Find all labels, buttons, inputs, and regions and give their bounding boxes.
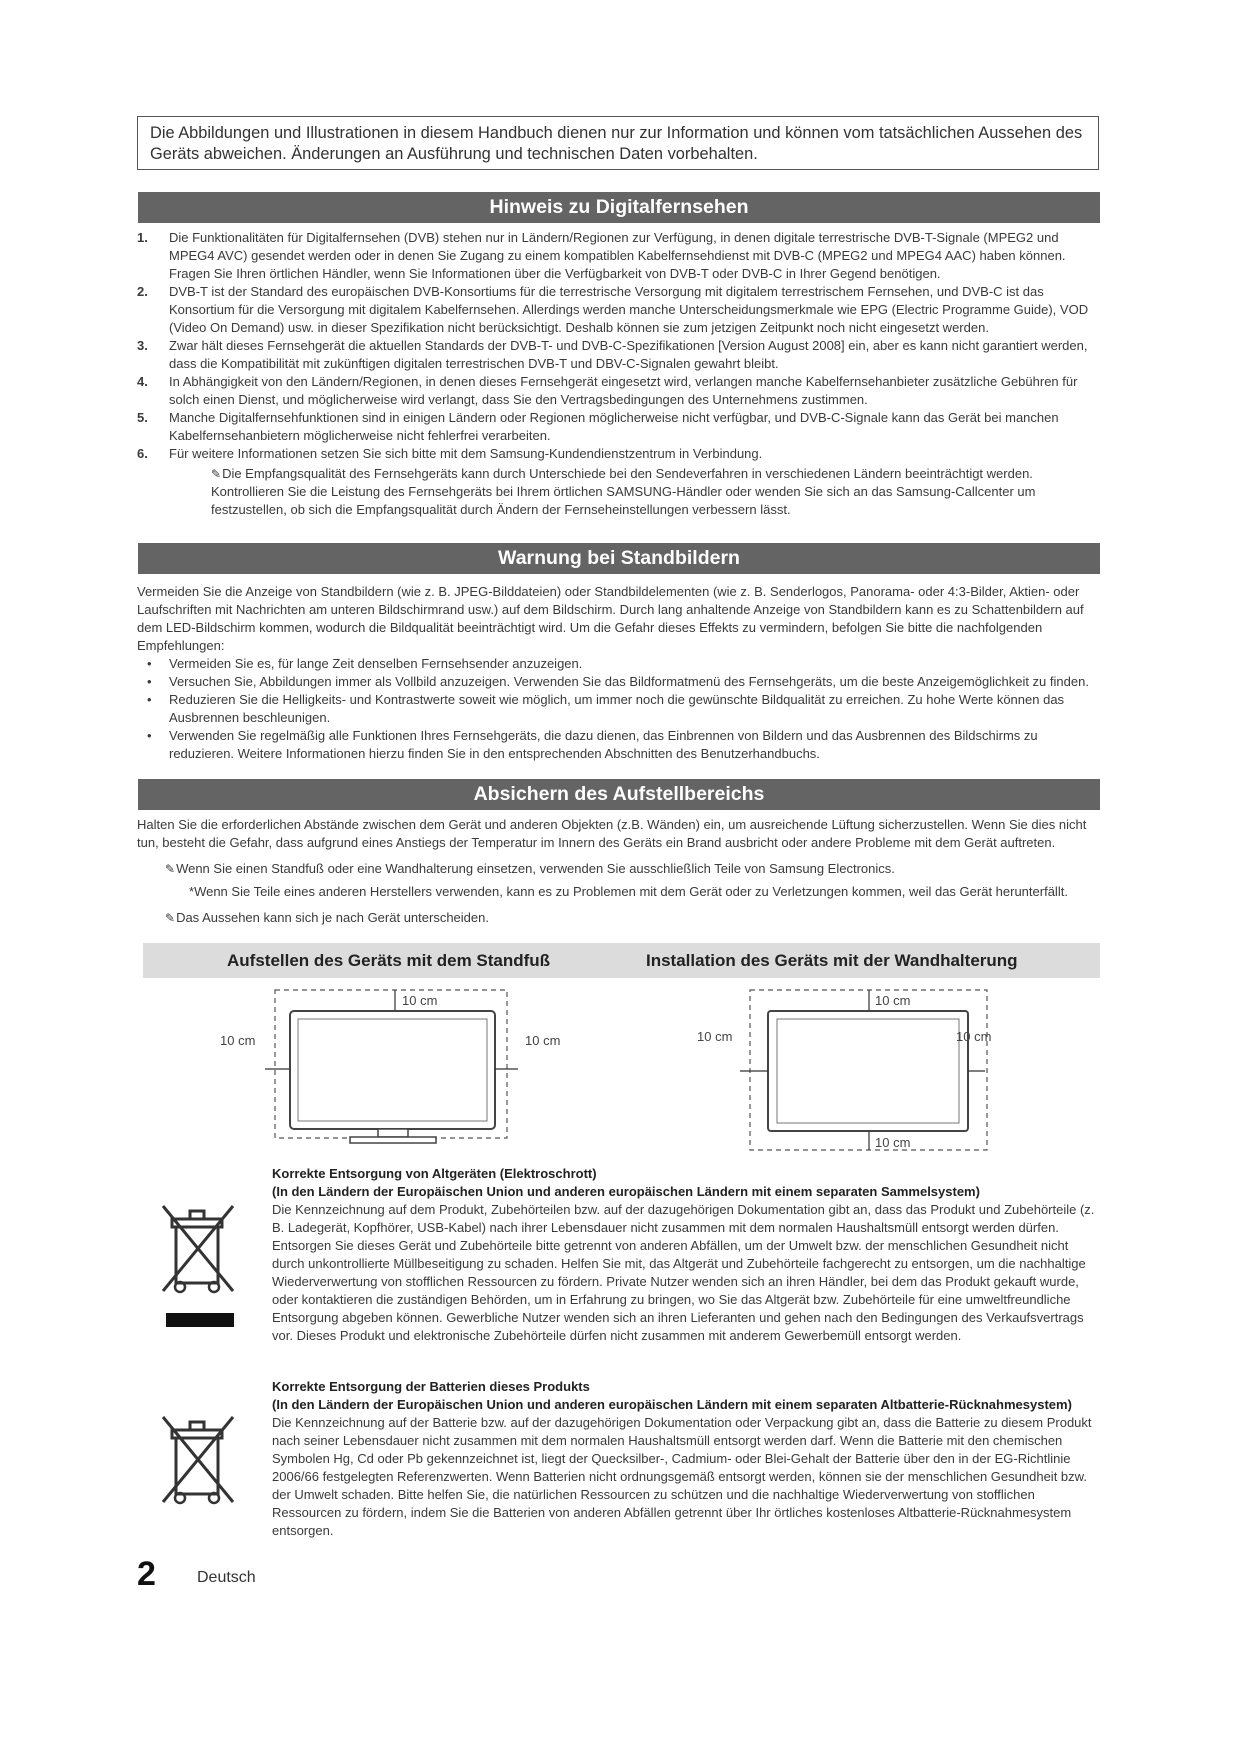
- digital-list-container: [137, 229, 1099, 519]
- digital-list: [137, 229, 1099, 463]
- list-item: 3. Zwar hält dieses Fernsehgerät die aktuellen Standards der DVB-T- und DVB-C-Spezifikationen [Version August 2008] ein, aber es kann nicht garantiert werden, dass die Kompatibilität mit zukünftigen digitalen terrestrischen DVB-T und DBV-C-Signalen gewahrt bleibt.: [137, 338, 1088, 371]
- tv-screen: [298, 1019, 487, 1121]
- install-note-1-sub: *Wenn Sie Teile eines anderen Herstellers verwenden, kann es zu Problemen mit dem Gerät oder zu Verletzungen kommen, weil das Gerät herunterfällt.: [189, 884, 1068, 899]
- disposal-batteries-text: Die Kennzeichnung auf der Batterie bzw. auf der dazugehörigen Dokumentation oder Verpackung gibt an, dass die Batterie zu diesem Produkt nach seiner Lebensdauer nicht zusammen mit dem normalen Haushaltsmüll entsorgt werden darf. Wenn die Batterie mit den chemischen Symbolen Hg, Cd oder Pb gekennzeichnet ist, liegt der Quecksilber-, Cadmium- oder Blei-Gehalt der Batterie über den in der EG-Richtlinie 2006/66 festgelegten Referenzwerten. Wenn Batterien nicht ordnungsgemäß entsorgt werden, können sie der menschlichen Gesundheit bzw. der Umwelt schaden. Bitte helfen Sie, die natürlichen Ressourcen zu schützen und die nachhaltige Wiederverwertung von stofflichen Ressourcen zu fördern, indem Sie die Batterien von anderen Abfällen getrennt über Ihr örtliches kostenloses Altbatterie-Rücknahmesystem entsorgen.: [272, 1415, 1092, 1538]
- crossed-bin-icon: [158, 1201, 240, 1331]
- crossed-bin-battery-icon: [158, 1412, 240, 1512]
- list-item: • Versuchen Sie, Abbildungen immer als Vollbild anzuzeigen. Verwenden Sie das Bildformatmenü des Fernsehgeräts, um die beste Anzeigemöglichkeit zu finden.: [137, 673, 1099, 691]
- wall-left-label: 10 cm: [697, 1029, 733, 1044]
- disposal-batteries-title: Korrekte Entsorgung der Batterien dieses Produkts: [272, 1379, 590, 1394]
- disposal-batteries: [272, 1378, 1102, 1540]
- still-container: [137, 583, 1099, 763]
- wall-title: Installation des Geräts mit der Wandhalterung: [646, 951, 1018, 970]
- disposal-devices-text: Die Kennzeichnung auf dem Produkt, Zubehörteilen bzw. auf der dazugehörigen Dokumentation gibt an, dass das Produkt und Zubehörteile (z. B. Ladegerät, Kopfhörer, USB-Kabel) nach ihrer Lebensdauer nicht zusammen mit dem normalen Haushaltsmüll entsorgt werden dürfen. Entsorgen Sie dieses Gerät und Zubehörteile bitte getrennt von anderen Abfällen, um der Umwelt bzw. der menschlichen Gesundheit nicht durch unkontrollierte Müllbeseitigung zu schaden. Helfen Sie mit, das Altgerät und Zubehörteile fachgerecht zu entsorgen, um die nachhaltige Wiederverwertung von stofflichen Ressourcen zu fördern. Private Nutzer wenden sich an ihren Händler, bei dem das Produkt gekauft wurde, oder kontaktieren die zuständigen Behörden, um in Erfahrung zu bringen, wo Sie das Altgerät bzw. Zubehörteile für eine umweltfreundliche Entsorgung abgeben können. Gewerbliche Nutzer wenden sich an ihren Lieferanten und gehen nach den Bedingungen des Verkaufsvertrags vor. Dieses Produkt und elektronische Zubehörteile dürfen nicht zusammen mit anderem Gewerbemüll entsorgt werden.: [272, 1202, 1095, 1343]
- stand-neck: [378, 1129, 408, 1137]
- wall-right-label: 10 cm: [956, 1029, 992, 1044]
- stand-diagram: [210, 985, 561, 1155]
- still-bullets: [137, 655, 1099, 763]
- install-container: [137, 816, 1099, 927]
- still-intro: Vermeiden Sie die Anzeige von Standbildern (wie z. B. JPEG-Bilddateien) oder Standbildelementen (wie z. B. Senderlogos, Panorama- oder 4:3-Bilder, Aktien- oder Laufschriften mit Nachrichten am unteren Bildschirmrand usw.) auf dem Bildschirm. Durch lang anhaltende Anzeige von Standbildern kann es zu Schattenbildern auf dem LED-Bildschirm kommen, wodurch die Bildqualität beeinträchtigt wird. Um die Gefahr dieses Effekts zu vermindern, befolgen Sie bitte die nachfolgenden Empfehlungen:: [137, 584, 1084, 653]
- install-note-1: ✎Wenn Sie einen Standfuß oder eine Wandhalterung einsetzen, verwenden Sie ausschließlich Teile von Samsung Electronics.: [165, 861, 895, 876]
- disposal-batteries-subtitle: (In den Ländern der Europäischen Union und anderen europäischen Ländern mit einem separaten Altbatterie-Rücknahmesystem): [272, 1397, 1072, 1412]
- note-pencil-icon: ✎: [211, 467, 222, 481]
- disposal-devices: [272, 1165, 1102, 1345]
- stand-title: Aufstellen des Geräts mit dem Standfuß: [227, 951, 551, 970]
- note-pencil-icon: ✎: [165, 862, 176, 876]
- digital-note: ✎Die Empfangsqualität des Fernsehgeräts kann durch Unterschiede bei den Sendeverfahren in verschiedenen Ländern beeinträchtigt werden. Kontrollieren Sie die Leistung des Fernsehgeräts bei Ihrem örtlichen SAMSUNG-Händler oder wenden Sie sich an das Samsung-Callcenter um festzustellen, ob sich die Empfangsqualität durch Ändern der Fernseheinstellungen verbessern lässt.: [211, 466, 1036, 517]
- black-bar: [166, 1313, 234, 1327]
- stand-base: [350, 1137, 436, 1143]
- section-header-install: [138, 779, 1100, 810]
- disclaimer-text: Die Abbildungen und Illustrationen in diesem Handbuch dienen nur zur Information und können vom tatsächlichen Aussehen des Geräts abweichen. Änderungen an Ausführung und technischen Daten vorbehalten.: [150, 124, 1083, 163]
- stand-left-label: 10 cm: [220, 1033, 256, 1048]
- page-language: Deutsch: [197, 1569, 256, 1586]
- note-pencil-icon: ✎: [165, 911, 176, 925]
- section-header-digital: [138, 192, 1100, 223]
- section-title: Warnung bei Standbildern: [498, 547, 740, 569]
- list-item: 2. DVB-T ist der Standard des europäischen DVB-Konsortiums für die terrestrische Versorgung mit digitalem terrestrischem Fernsehen, und DVB-C ist das Konsortium für die Versorgung mit digitalem Kabelfernsehen. Allerdings werden manche Unterscheidungsmerkmale wie EPG (Electric Programme Guide), VOD (Video On Demand) usw. in dieser Spezifikation nicht berücksichtigt. Deshalb können sie zum jetzigen Zeitpunkt noch nicht eingesetzt werden.: [137, 284, 1089, 335]
- list-item: • Reduzieren Sie die Helligkeits- und Kontrastwerte soweit wie möglich, um immer noch die gewünschte Bildqualität zu erreichen. Zu hohe Werte können das Ausbrennen beschleunigen.: [137, 691, 1099, 727]
- section-title: Absichern des Aufstellbereichs: [473, 783, 765, 805]
- wall-bottom-label: 10 cm: [875, 1135, 911, 1150]
- tv-screen: [777, 1019, 959, 1123]
- install-subheader: [143, 943, 1100, 978]
- list-item: 5. Manche Digitalfernsehfunktionen sind in einigen Ländern oder Regionen möglicherweise nicht verfügbar, und DVB-C-Signale kann das Gerät bei manchen Kabelfernsehanbietern möglicherweise nicht fehlerfrei verarbeiten.: [137, 410, 1059, 443]
- install-intro: Halten Sie die erforderlichen Abstände zwischen dem Gerät und anderen Objekten (z.B. Wänden) ein, um ausreichende Lüftung sicherzustellen. Wenn Sie dies nicht tun, besteht die Gefahr, dass aufgrund eines Anstiegs der Temperatur im Innern des Geräts ein Brand ausbricht oder andere Probleme mit dem Gerät auftreten.: [137, 817, 1087, 850]
- page-number: 2: [137, 1555, 156, 1593]
- list-item: 1. Die Funktionalitäten für Digitalfernsehen (DVB) stehen nur in Ländern/Regionen zur Verfügung, in denen digitale terrestrische DVB-T-Signale (MPEG2 und MPEG4 AVC) gesendet werden oder in denen Sie Zugang zu einem kompatiblen Kabelfernsehdienst mit DVB-C (MPEG2 und MPEG4 AAC) haben können. Fragen Sie Ihren örtlichen Händler, wenn Sie Informationen über die Verfügbarkeit von DVB-T oder DVB-C in Ihrer Gegend benötigen.: [137, 230, 1066, 281]
- list-item: • Verwenden Sie regelmäßig alle Funktionen Ihres Fernsehgeräts, die dazu dienen, das Einbrennen von Bildern und das Ausbrennen des Bildschirms zu reduzieren. Weitere Informationen hierzu finden Sie in den entsprechenden Abschnitten des Benutzerhandbuchs.: [137, 727, 1099, 763]
- list-item: 4. In Abhängigkeit von den Ländern/Regionen, in denen dieses Fernsehgerät eingesetzt wird, verlangen manche Kabelfernsehanbieter zusätzliche Gebühren für solch einen Dienst, und möglicherweise wird verlangt, dass Sie den Vertragsbedingungen des Unternehmens zustimmen.: [137, 374, 1078, 407]
- list-item: 6. Für weitere Informationen setzen Sie sich bitte mit dem Samsung-Kundendienstzentrum in Verbindung.: [137, 446, 763, 461]
- wall-diagram: [685, 985, 1005, 1155]
- section-header-still: [138, 543, 1100, 574]
- stand-top-label: 10 cm: [402, 993, 438, 1008]
- section-title: Hinweis zu Digitalfernsehen: [489, 196, 749, 218]
- disposal-devices-subtitle: (In den Ländern der Europäischen Union und anderen europäischen Ländern mit einem separaten Sammelsystem): [272, 1184, 980, 1199]
- wall-top-label: 10 cm: [875, 993, 911, 1008]
- install-note-2: ✎Das Aussehen kann sich je nach Gerät unterscheiden.: [165, 910, 489, 925]
- disposal-devices-title: Korrekte Entsorgung von Altgeräten (Elektroschrott): [272, 1166, 597, 1181]
- disclaimer-box: [137, 116, 1099, 170]
- caution-mark-icon: *: [189, 884, 195, 899]
- stand-right-label: 10 cm: [525, 1033, 561, 1048]
- list-item: • Vermeiden Sie es, für lange Zeit denselben Fernsehsender anzuzeigen.: [137, 655, 1099, 673]
